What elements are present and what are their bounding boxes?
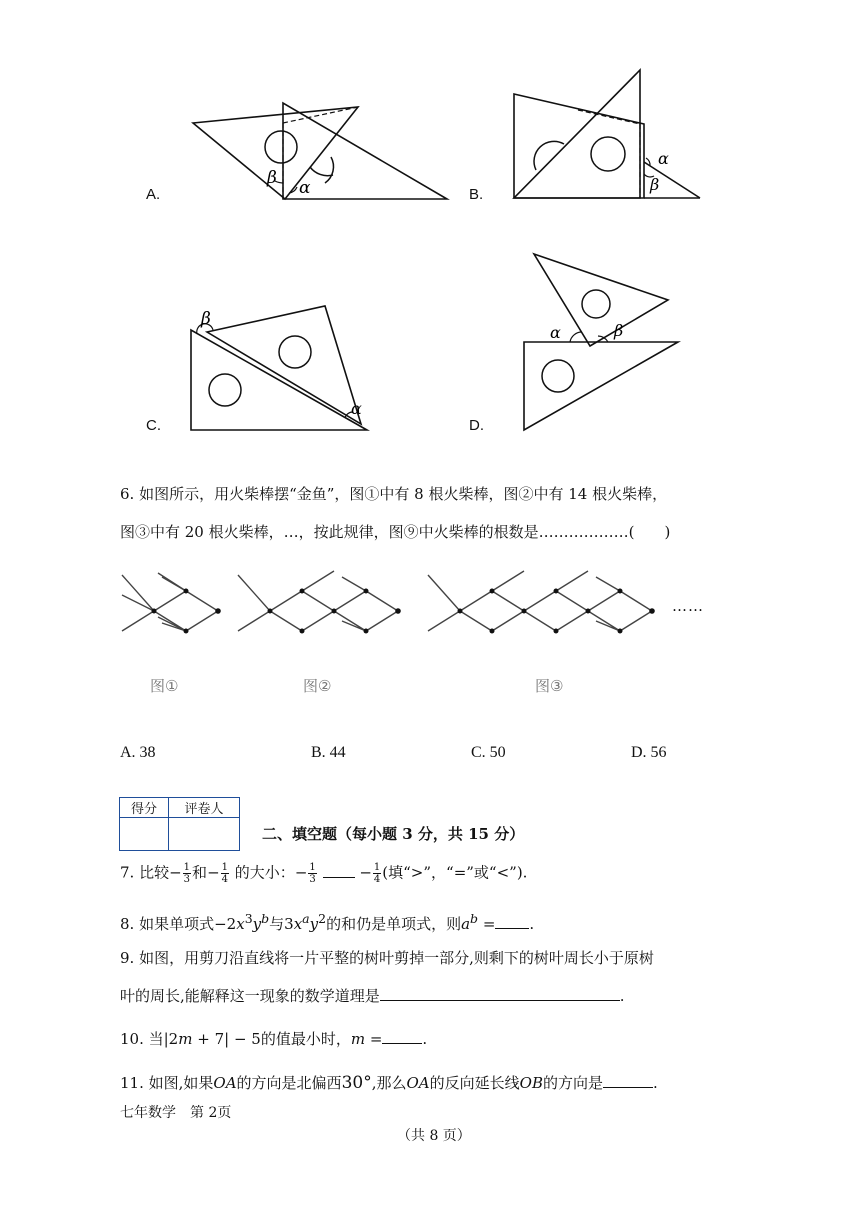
grader-cell[interactable]: [169, 818, 240, 851]
score-cell[interactable]: [120, 818, 169, 851]
answer-blank[interactable]: [323, 863, 355, 878]
option-d: D. 56: [631, 744, 667, 761]
goldfish-figures: [118, 565, 718, 640]
grader-header: 评卷人: [169, 798, 240, 818]
option-b: B. 44: [311, 744, 346, 761]
figures-ellipsis: ……: [672, 597, 704, 615]
alpha-label: α: [299, 178, 311, 198]
answer-blank[interactable]: [603, 1073, 653, 1088]
question-9-line-2: 叶的周长,能解释这一现象的数学道理是 .: [120, 987, 625, 1005]
question-9-line-1: 9. 如图，用剪刀沿直线将一片平整的树叶剪掉一部分,则剩下的树叶周长小于原树: [120, 949, 654, 967]
beta-label: β: [267, 168, 277, 188]
question-8: 8. 如果单项式$-2x^3y^b$与$3x^ay^2$的和仍是单项式，则$a^b$ = .: [120, 911, 535, 933]
question-11: 11. 如图,如果OA的方向是北偏西30°,那么OA的反向延长线OB的方向是 .: [120, 1073, 658, 1093]
figure-d: [518, 246, 688, 436]
caption-figure-3: 图③: [535, 677, 564, 695]
option-a: A. 38: [120, 744, 156, 761]
answer-blank[interactable]: [382, 1029, 422, 1044]
option-c: C. 50: [471, 744, 506, 761]
caption-figure-1: 图①: [150, 677, 179, 695]
answer-blank[interactable]: [380, 986, 620, 1001]
question-10: 10. 当|2m + 7| − 5的值最小时，m = .: [120, 1030, 428, 1048]
figure-label-a: A.: [146, 186, 161, 203]
beta-label: β: [201, 309, 211, 329]
figure-label-c: C.: [146, 417, 161, 434]
beta-label: β: [614, 321, 624, 340]
figure-label-b: B.: [469, 186, 484, 203]
figure-a: [185, 95, 455, 205]
answer-blank[interactable]: [495, 914, 529, 929]
score-table: [119, 797, 240, 851]
question-6-line-2: 图③中有 20 根火柴棒，…，按此规律，图⑨中火柴棒的根数是………………( ): [120, 523, 671, 541]
alpha-label: α: [550, 323, 561, 342]
section-2-title: 二、填空题（每小题 3 分，共 15 分）: [262, 825, 525, 843]
beta-label: β: [650, 175, 660, 194]
footer-page-count: （共 8 页）: [397, 1128, 471, 1144]
figure-label-d: D.: [469, 417, 484, 434]
figure-b: [508, 66, 708, 206]
alpha-label: α: [658, 149, 669, 168]
figure-c: [185, 300, 375, 435]
score-header: 得分: [120, 798, 169, 818]
alpha-label: α: [351, 399, 362, 418]
footer-subject: 七年数学 第 2页: [120, 1105, 232, 1121]
question-7: 7. 比较− $\frac{1}{3}$ 和− $\frac{1}{4}$ 的大小：− $\frac{1}{3}$ − $\frac{1}{4}$ (填“>”，“=”或“<”).: [120, 862, 528, 885]
caption-figure-2: 图②: [303, 677, 332, 695]
question-6-line-1: 6. 如图所示，用火柴棒摆“金鱼”，图①中有 8 根火柴棒，图②中有 14 根火柴棒，: [120, 485, 668, 503]
